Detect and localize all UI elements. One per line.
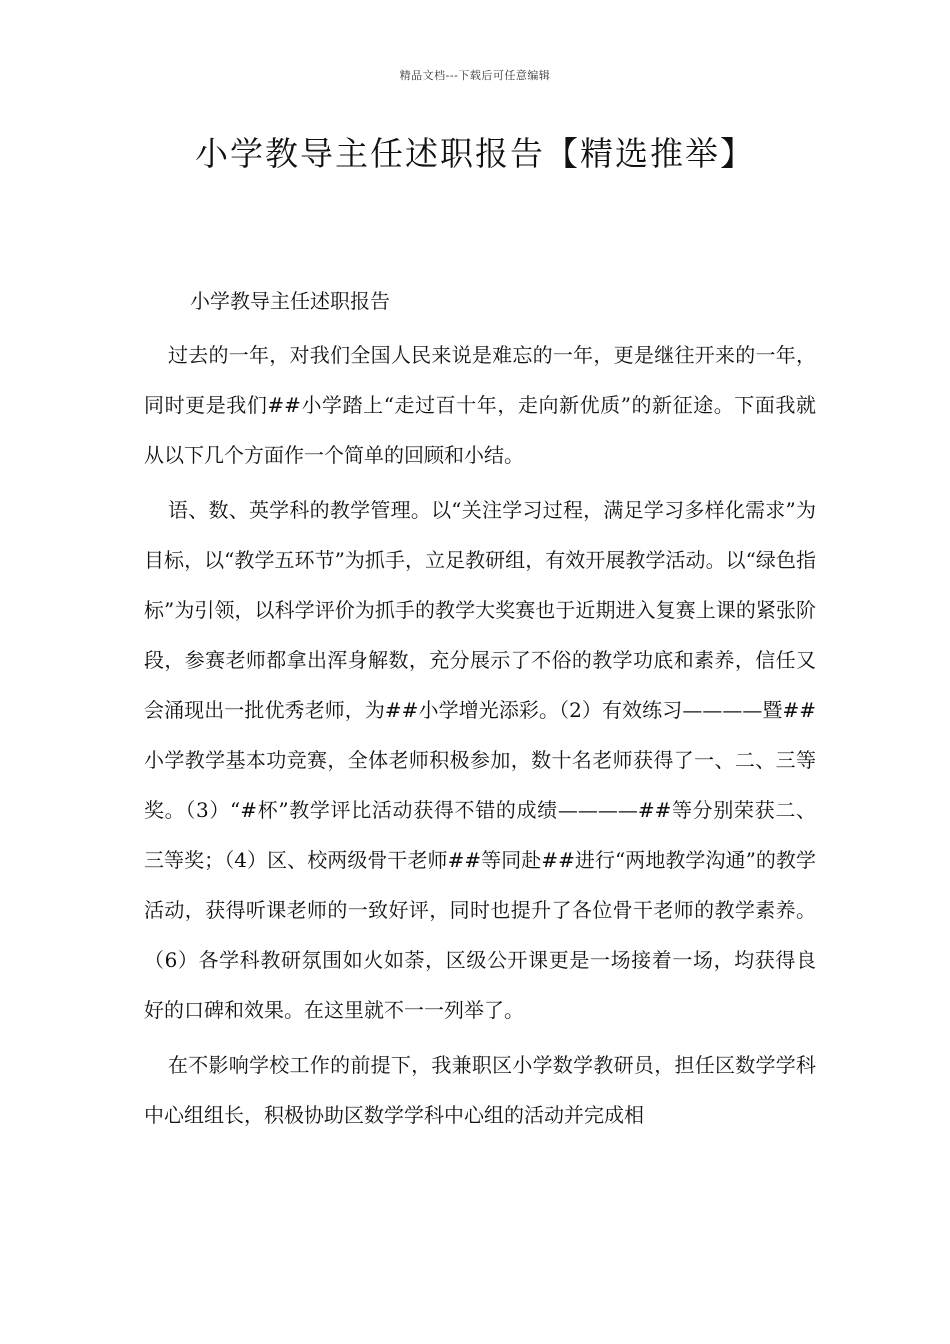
document-title: 小学教导主任述职报告【精选推举】	[195, 134, 755, 173]
header-note: 精品文档---下载后可任意编辑	[399, 69, 551, 82]
paragraph: 语、数、英学科的教学管理。以“关注学习过程，满足学习多样化需求”为目标，以“教学五环节”为抓手，立足教研组，有效开展教学活动。以“绿色指标”为引领，以科学评价为抓手的教学大奖赛也于近期进入复赛上课的紧张阶段，参赛老师都拿出浑身解数，充分展示了不俗的教学功底和素养，信任又会涌现出一批优秀老师，为##小学增光添彩。（2）有效练习————暨##小学教学基本功竞赛，全体老师积极参加，数十名老师获得了一、二、三等奖。（3）“#杯”教学评比活动获得不错的成绩————##等分别荣获二、三等奖；（4）区、校两级骨干老师##等同赴##进行“两地教学沟通”的教学活动，获得听课老师的一致好评，同时也提升了各位骨干老师的教学素养。（6）各学科教研氛围如火如荼，区级公开课更是一场接着一场，均获得良好的口碑和效果。在这里就不一一列举了。	[144, 498, 816, 1022]
paragraph: 在不影响学校工作的前提下，我兼职区小学数学教研员，担任区数学学科中心组组长，积极协助区数学学科中心组的活动并完成相	[144, 1053, 816, 1127]
document-body	[144, 330, 816, 1145]
paragraph: 过去的一年，对我们全国人民来说是难忘的一年，更是继往开来的一年，同时更是我们##小学踏上“走过百十年，走向新优质”的新征途。下面我就从以下几个方面作一个简单的回顾和小结。	[144, 343, 816, 467]
report-subtitle: 小学教导主任述职报告	[190, 289, 390, 313]
